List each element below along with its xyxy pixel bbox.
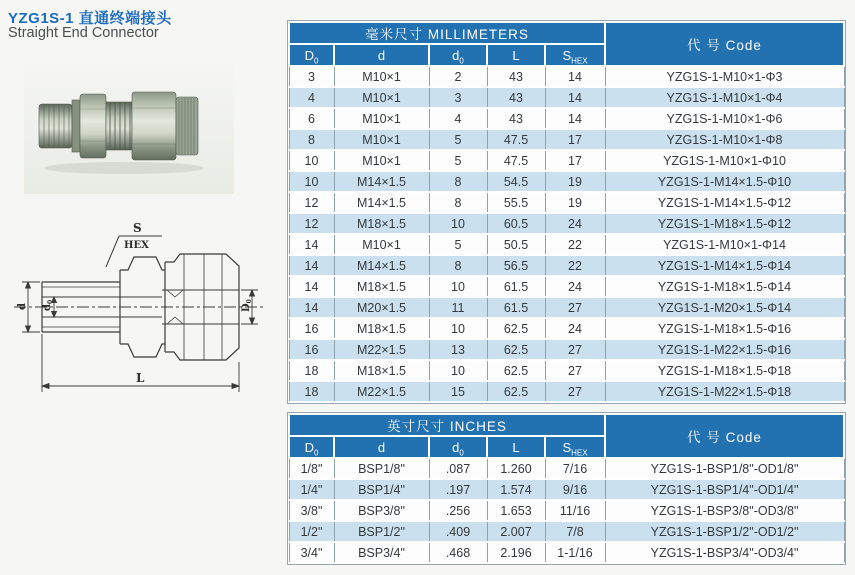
table-row	[289, 255, 844, 276]
value-cell: .087	[429, 458, 487, 479]
code-cell: YZG1S-1-BSP1/4"-OD1/4"	[605, 479, 844, 500]
code-cell: YZG1S-1-M22×1.5-Φ18	[605, 381, 844, 402]
value-cell: .256	[429, 500, 487, 521]
value-cell: 6	[289, 108, 334, 129]
value-cell: 27	[545, 381, 605, 402]
dim-s-hex	[106, 221, 162, 267]
value-cell: 4	[289, 87, 334, 108]
value-cell: M10×1	[334, 234, 429, 255]
label-hex: HEX	[124, 240, 149, 251]
value-cell: M14×1.5	[334, 171, 429, 192]
value-cell: 14	[289, 255, 334, 276]
value-cell: 16	[289, 339, 334, 360]
col-L: L	[487, 44, 545, 66]
value-cell: 15	[429, 381, 487, 402]
value-cell: 14	[289, 234, 334, 255]
code-cell: YZG1S-1-M14×1.5-Φ10	[605, 171, 844, 192]
value-cell: 18	[289, 360, 334, 381]
value-cell: .409	[429, 521, 487, 542]
value-cell: 2.196	[487, 542, 545, 563]
value-cell: 62.5	[487, 381, 545, 402]
value-cell: 2.007	[487, 521, 545, 542]
table-row	[289, 276, 844, 297]
value-cell: 62.5	[487, 360, 545, 381]
value-cell: 62.5	[487, 339, 545, 360]
code-cell: YZG1S-1-M18×1.5-Φ14	[605, 276, 844, 297]
label-s: S	[133, 221, 142, 235]
code-cell: YZG1S-1-M14×1.5-Φ14	[605, 255, 844, 276]
value-cell: 12	[289, 213, 334, 234]
col-d0: $d_0$	[429, 44, 487, 66]
col-d0: $d_0$	[429, 436, 487, 458]
table-row	[289, 458, 844, 479]
value-cell: 10	[429, 360, 487, 381]
value-cell: M18×1.5	[334, 276, 429, 297]
value-cell: M10×1	[334, 108, 429, 129]
value-cell: 3/4"	[289, 542, 334, 563]
value-cell: 17	[545, 129, 605, 150]
label-D0: $D_0$	[241, 299, 253, 312]
table-row	[289, 381, 844, 402]
table-row	[289, 318, 844, 339]
code-cell: YZG1S-1-M18×1.5-Φ18	[605, 360, 844, 381]
value-cell: 10	[429, 213, 487, 234]
value-cell: 10	[429, 318, 487, 339]
value-cell: 1/4"	[289, 479, 334, 500]
value-cell: M10×1	[334, 129, 429, 150]
code-cell: YZG1S-1-BSP1/8"-OD1/8"	[605, 458, 844, 479]
table-row	[289, 339, 844, 360]
value-cell: 12	[289, 192, 334, 213]
value-cell: 14	[545, 87, 605, 108]
inch-code-header: 代 号 Code	[605, 414, 844, 458]
value-cell: 27	[545, 360, 605, 381]
code-cell: YZG1S-1-M18×1.5-Φ16	[605, 318, 844, 339]
photo-shadow	[44, 162, 204, 174]
value-cell: 60.5	[487, 213, 545, 234]
code-cell: YZG1S-1-M10×1-Φ3	[605, 66, 844, 87]
table-row	[289, 129, 844, 150]
value-cell: 17	[545, 150, 605, 171]
value-cell: 56.5	[487, 255, 545, 276]
table-row	[289, 150, 844, 171]
value-cell: BSP1/2"	[334, 521, 429, 542]
value-cell: 43	[487, 87, 545, 108]
value-cell: M10×1	[334, 150, 429, 171]
code-cell: YZG1S-1-M10×1-Φ4	[605, 87, 844, 108]
value-cell: 1.653	[487, 500, 545, 521]
table-row	[289, 500, 844, 521]
code-cell: YZG1S-1-M10×1-Φ8	[605, 129, 844, 150]
value-cell: 2	[429, 66, 487, 87]
table-row	[289, 521, 844, 542]
table-row	[289, 66, 844, 87]
value-cell: BSP1/4"	[334, 479, 429, 500]
code-cell: YZG1S-1-M20×1.5-Φ14	[605, 297, 844, 318]
value-cell: 1/2"	[289, 521, 334, 542]
value-cell: 61.5	[487, 297, 545, 318]
value-cell: 18	[289, 381, 334, 402]
code-cell: YZG1S-1-M10×1-Φ14	[605, 234, 844, 255]
col-SHEX: $S_{HEX}$	[545, 436, 605, 458]
value-cell: 27	[545, 339, 605, 360]
value-cell: 1/8"	[289, 458, 334, 479]
value-cell: BSP1/8"	[334, 458, 429, 479]
value-cell: M18×1.5	[334, 213, 429, 234]
table-row	[289, 234, 844, 255]
value-cell: 19	[545, 192, 605, 213]
value-cell: BSP3/4"	[334, 542, 429, 563]
value-cell: 8	[429, 192, 487, 213]
code-cell: YZG1S-1-BSP1/2"-OD1/2"	[605, 521, 844, 542]
code-cell: YZG1S-1-BSP3/8"-OD3/8"	[605, 500, 844, 521]
product-photo	[24, 64, 234, 194]
value-cell: 19	[545, 171, 605, 192]
value-cell: 3	[429, 87, 487, 108]
value-cell: 27	[545, 297, 605, 318]
value-cell: .468	[429, 542, 487, 563]
value-cell: 14	[289, 297, 334, 318]
value-cell: 16	[289, 318, 334, 339]
table-row	[289, 108, 844, 129]
inch-group-header: 英寸尺寸 INCHES	[289, 414, 605, 436]
value-cell: 43	[487, 66, 545, 87]
value-cell: 14	[289, 276, 334, 297]
value-cell: .197	[429, 479, 487, 500]
value-cell: 50.5	[487, 234, 545, 255]
mm-table-body	[289, 66, 844, 402]
col-d: d	[334, 44, 429, 66]
value-cell: 14	[545, 66, 605, 87]
table-row	[289, 213, 844, 234]
mm-code-header: 代 号 Code	[605, 22, 844, 66]
code-cell: YZG1S-1-M10×1-Φ6	[605, 108, 844, 129]
value-cell: 10	[289, 150, 334, 171]
value-cell: 22	[545, 234, 605, 255]
value-cell: 43	[487, 108, 545, 129]
value-cell: 7/8	[545, 521, 605, 542]
value-cell: M10×1	[334, 87, 429, 108]
value-cell: 1.260	[487, 458, 545, 479]
mm-group-header: 毫米尺寸 MILLIMETERS	[289, 22, 605, 44]
value-cell: 5	[429, 129, 487, 150]
table-row	[289, 297, 844, 318]
code-cell: YZG1S-1-BSP3/4"-OD3/4"	[605, 542, 844, 563]
value-cell: M18×1.5	[334, 318, 429, 339]
col-D0: $D_0$	[289, 436, 334, 458]
value-cell: 1-1/16	[545, 542, 605, 563]
code-cell: YZG1S-1-M10×1-Φ10	[605, 150, 844, 171]
value-cell: 5	[429, 150, 487, 171]
value-cell: 10	[429, 276, 487, 297]
value-cell: 3	[289, 66, 334, 87]
col-L: L	[487, 436, 545, 458]
value-cell: 7/16	[545, 458, 605, 479]
value-cell: 54.5	[487, 171, 545, 192]
value-cell: M20×1.5	[334, 297, 429, 318]
value-cell: BSP3/8"	[334, 500, 429, 521]
value-cell: M22×1.5	[334, 381, 429, 402]
table-row	[289, 479, 844, 500]
page-title-en: Straight End Connector	[8, 25, 159, 41]
value-cell: 62.5	[487, 318, 545, 339]
value-cell: 10	[289, 171, 334, 192]
value-cell: 55.5	[487, 192, 545, 213]
table-row	[289, 87, 844, 108]
value-cell: M22×1.5	[334, 339, 429, 360]
col-d: d	[334, 436, 429, 458]
value-cell: M14×1.5	[334, 192, 429, 213]
value-cell: M18×1.5	[334, 360, 429, 381]
code-cell: YZG1S-1-M22×1.5-Φ16	[605, 339, 844, 360]
label-d: d	[17, 303, 28, 310]
col-D0: $D_0$	[289, 44, 334, 66]
value-cell: 47.5	[487, 129, 545, 150]
value-cell: 3/8"	[289, 500, 334, 521]
page-title-zh: YZG1S-1 直通终端接头	[8, 10, 172, 27]
value-cell: 24	[545, 213, 605, 234]
value-cell: 13	[429, 339, 487, 360]
value-cell: 8	[429, 171, 487, 192]
label-d0: $d_0$	[42, 299, 54, 311]
technical-drawing	[2, 210, 274, 402]
table-row	[289, 542, 844, 563]
label-L: L	[136, 371, 145, 385]
value-cell: M10×1	[334, 66, 429, 87]
value-cell: 9/16	[545, 479, 605, 500]
code-cell: YZG1S-1-M14×1.5-Φ12	[605, 192, 844, 213]
table-row	[289, 171, 844, 192]
millimeters-table	[287, 20, 846, 404]
col-SHEX: $S_{HEX}$	[545, 44, 605, 66]
table-row	[289, 192, 844, 213]
value-cell: 24	[545, 276, 605, 297]
table-row	[289, 360, 844, 381]
value-cell: 1.574	[487, 479, 545, 500]
value-cell: 5	[429, 234, 487, 255]
value-cell: 11	[429, 297, 487, 318]
value-cell: 61.5	[487, 276, 545, 297]
value-cell: 24	[545, 318, 605, 339]
inch-table-body	[289, 458, 844, 563]
value-cell: 47.5	[487, 150, 545, 171]
value-cell: 8	[429, 255, 487, 276]
code-cell: YZG1S-1-M18×1.5-Φ12	[605, 213, 844, 234]
value-cell: 11/16	[545, 500, 605, 521]
value-cell: M14×1.5	[334, 255, 429, 276]
value-cell: 4	[429, 108, 487, 129]
value-cell: 8	[289, 129, 334, 150]
inches-table	[287, 412, 846, 565]
value-cell: 22	[545, 255, 605, 276]
value-cell: 14	[545, 108, 605, 129]
